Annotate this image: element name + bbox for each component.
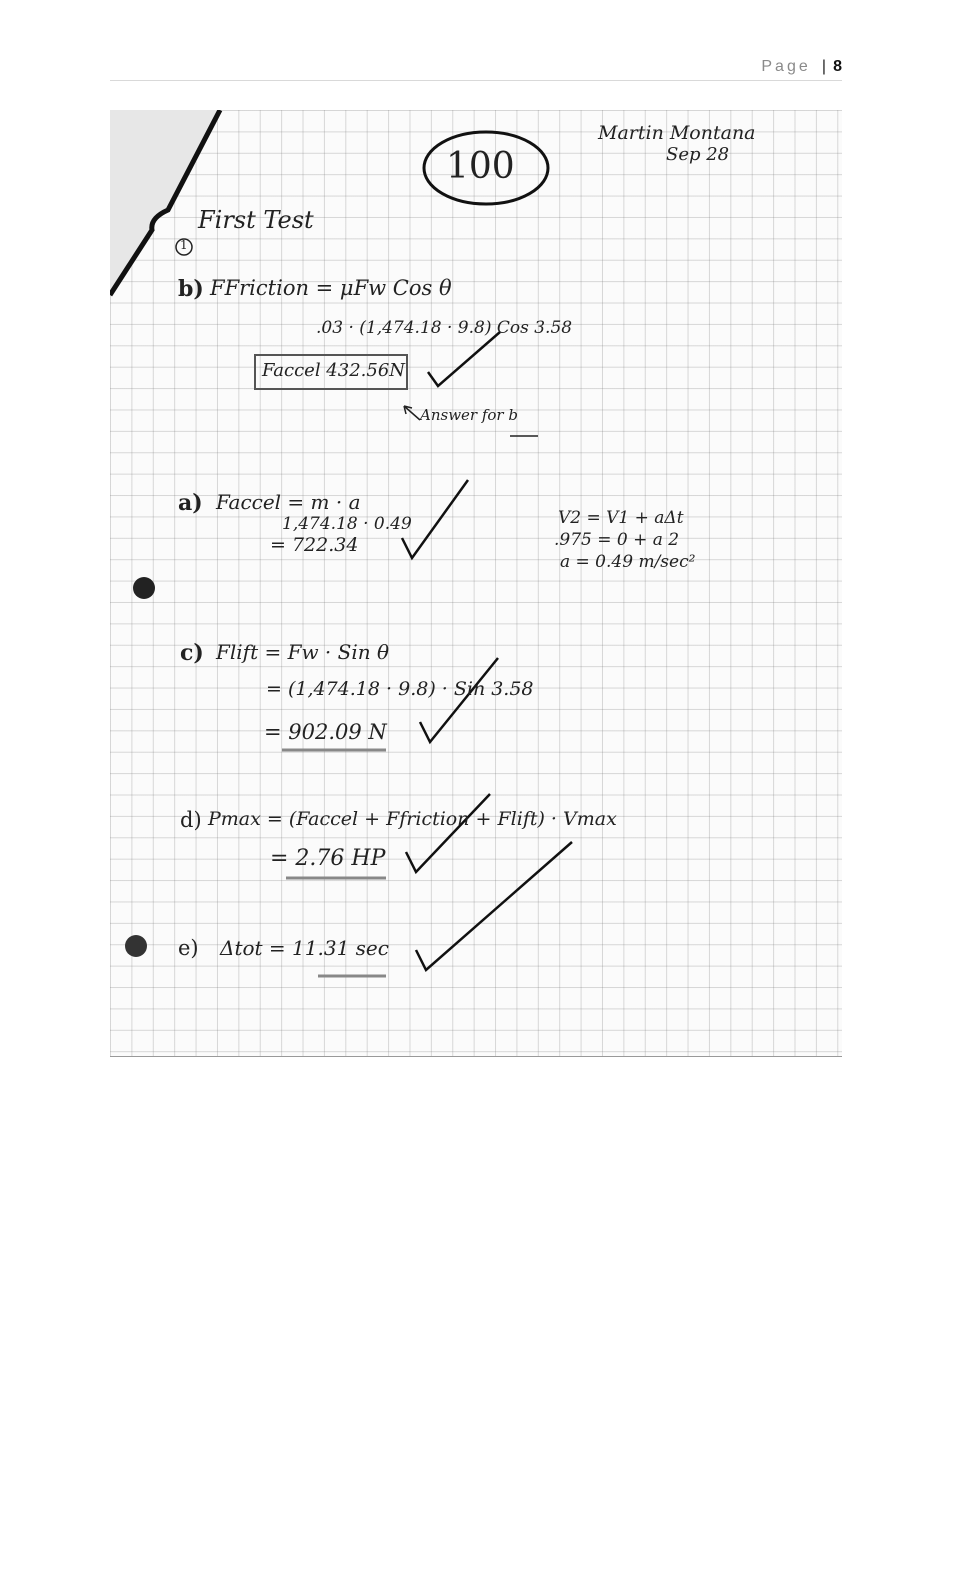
part-c-answer: = 902.09 N: [264, 720, 387, 744]
part-d-answer: = 2.76 HP: [270, 846, 386, 871]
test-date: Sep 28: [666, 144, 730, 165]
part-b-note: Answer for b: [420, 406, 518, 424]
side-equation-3: a = 0.49 m/sec²: [560, 552, 696, 572]
question-number: 1: [180, 238, 188, 252]
page-separator: |: [821, 58, 826, 75]
part-a-answer: = 722.34: [270, 534, 359, 556]
part-e-formula: Δtot = 11.31 sec: [220, 936, 389, 960]
page-header: [110, 56, 842, 81]
part-a-substitution: 1,474.18 · 0.49: [282, 514, 412, 534]
page-number: 8: [833, 58, 842, 75]
part-c-label: c): [180, 640, 204, 666]
pen-marks: [110, 110, 842, 1056]
arrow: [404, 406, 420, 420]
hole-punch: [125, 935, 147, 957]
score: 100: [446, 146, 515, 187]
check-mark: [416, 842, 572, 970]
part-c-formula: Flift = Fw · Sin θ: [216, 640, 390, 664]
part-a-label: a): [178, 490, 203, 516]
part-c-substitution: = (1,474.18 · 9.8) · Sin 3.58: [266, 678, 534, 700]
part-e-label: e): [178, 936, 199, 960]
check-mark: [406, 794, 490, 872]
part-b-answer: Faccel 432.56N: [262, 360, 406, 381]
check-mark: [428, 332, 500, 386]
part-b-substitution: .03 · (1,474.18 · 9.8) Cos 3.58: [316, 318, 573, 338]
side-equation-1: V2 = V1 + aΔt: [558, 508, 684, 528]
part-b-label: b): [178, 276, 204, 302]
scanned-handwritten-test: [110, 110, 842, 1057]
part-a-formula: Faccel = m · a: [216, 490, 361, 514]
part-b-formula: FFriction = μFw Cos θ: [210, 276, 452, 300]
test-title: First Test: [198, 206, 314, 234]
part-d-label: d): [180, 808, 202, 832]
side-equation-2: .975 = 0 + a 2: [554, 530, 680, 550]
student-name: Martin Montana: [598, 122, 756, 144]
hole-punch: [133, 577, 155, 599]
page-label: Page: [761, 58, 811, 75]
part-d-formula: Pmax = (Faccel + Ffriction + Flift) · Vmax: [208, 808, 617, 830]
check-mark: [420, 658, 498, 742]
